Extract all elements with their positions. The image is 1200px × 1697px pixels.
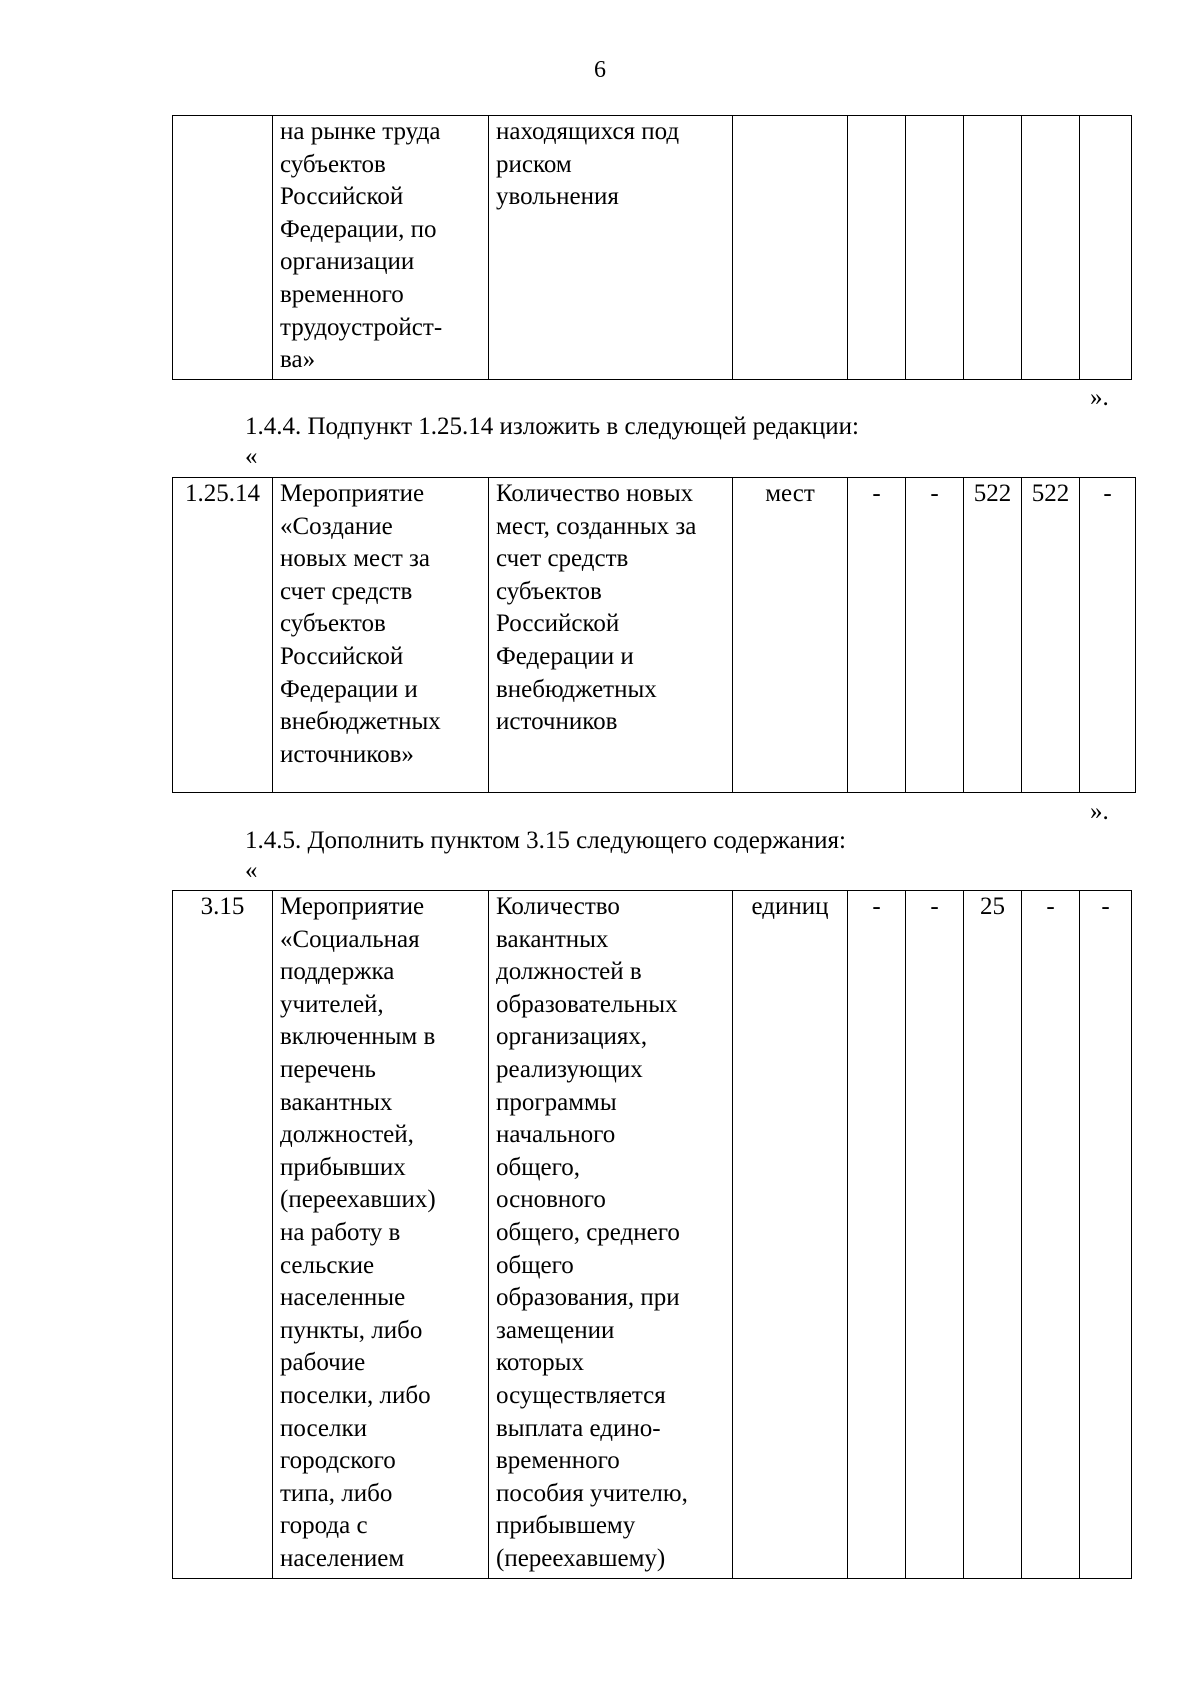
paragraph-1-4-5: 1.4.5. Дополнить пунктом 3.15 следующего содержания: xyxy=(245,827,846,854)
table-cell-value xyxy=(906,116,964,380)
paragraph-1-4-4: 1.4.4. Подпункт 1.25.14 изложить в следующей редакции: xyxy=(245,413,859,440)
table-row xyxy=(173,116,1132,380)
table-cell-value: - xyxy=(906,478,964,793)
opening-quote: « xyxy=(245,857,258,884)
table-cell-indicator: Количество новых мест, созданных за счет средств субъектов Российской Федерации и внебюджетных источников xyxy=(489,478,733,793)
table-cell-value: - xyxy=(906,891,964,1579)
table-cell-value: - xyxy=(848,478,906,793)
table-cell-value: - xyxy=(1022,891,1080,1579)
page-number: 6 xyxy=(594,57,606,83)
table-cell-number: 1.25.14 xyxy=(173,478,273,793)
table-cell-value xyxy=(848,116,906,380)
table-cell-indicator: находящихся под риском увольнения xyxy=(489,116,733,380)
table-cell-event: Мероприятие «Социальная поддержка учителей, включенным в перечень вакантных должностей, прибывших (переехавших) на работу в сельские населенные пункты, либо рабочие поселки, либо поселки городского типа, либо города с населением xyxy=(273,891,489,1579)
table-3-15 xyxy=(172,890,1132,1579)
table-cell-value xyxy=(1022,116,1080,380)
table-cell-value: 522 xyxy=(1022,478,1080,793)
table-1-25-14 xyxy=(172,477,1136,793)
table-cell-value xyxy=(964,116,1022,380)
table-cell-number: 3.15 xyxy=(173,891,273,1579)
closing-quote: ». xyxy=(1090,384,1109,411)
table-cell-indicator: Количество вакантных должностей в образовательных организациях, реализующих программы начального общего, основного общего, среднего общего образования, при замещении которых осуществляется выплата едино- временного пособия учителю, прибывшему (переехавшему) xyxy=(489,891,733,1579)
table-cell-number xyxy=(173,116,273,380)
table-cell-unit xyxy=(733,116,848,380)
table-cell-value: - xyxy=(848,891,906,1579)
continuation-table xyxy=(172,115,1132,380)
table-cell-event: Мероприятие «Создание новых мест за счет средств субъектов Российской Федерации и внебюджетных источников» xyxy=(273,478,489,793)
table-cell-event: на рынке труда субъектов Российской Федерации, по организации временного трудоустройст- ва» xyxy=(273,116,489,380)
table-cell-value: - xyxy=(1080,478,1136,793)
table-cell-value: 522 xyxy=(964,478,1022,793)
table-cell-unit: мест xyxy=(733,478,848,793)
table-row xyxy=(173,478,1136,793)
table-cell-value: - xyxy=(1080,891,1132,1579)
table-cell-value xyxy=(1080,116,1132,380)
table-cell-unit: единиц xyxy=(733,891,848,1579)
closing-quote: ». xyxy=(1090,798,1109,825)
table-cell-value: 25 xyxy=(964,891,1022,1579)
table-row xyxy=(173,891,1132,1579)
opening-quote: « xyxy=(245,443,258,470)
